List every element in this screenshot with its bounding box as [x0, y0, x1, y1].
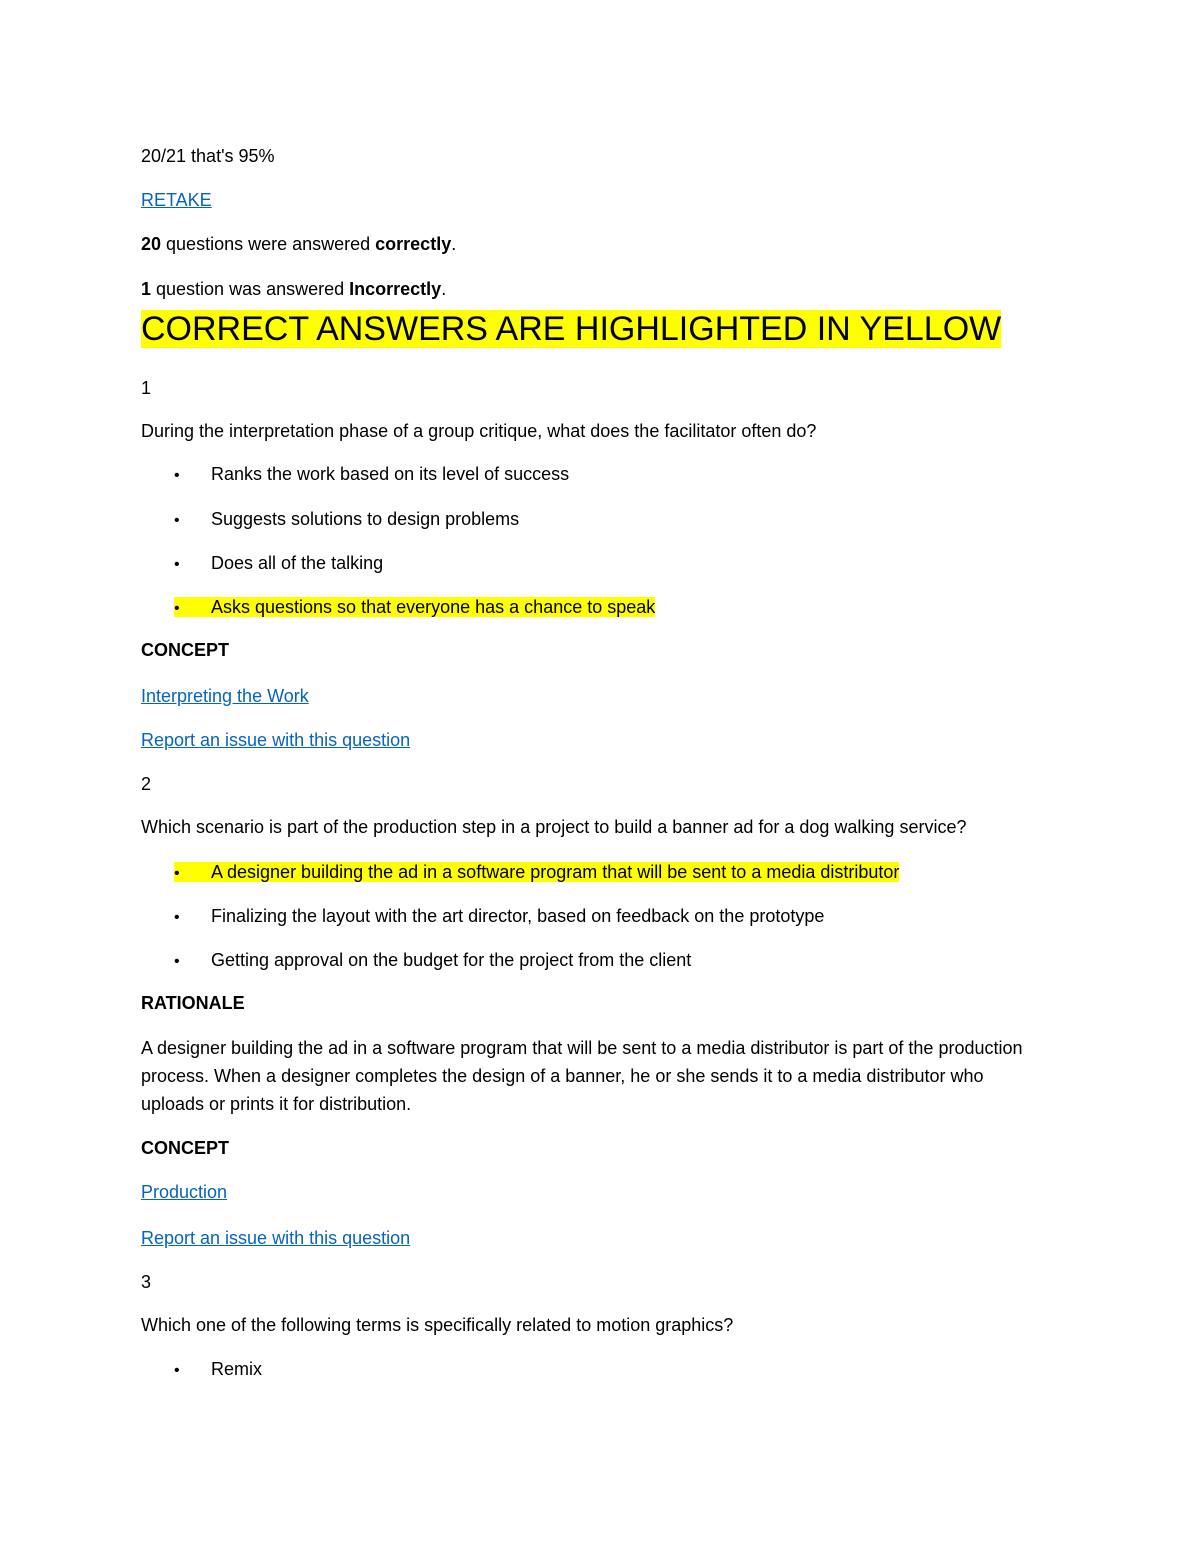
question-number: 3 — [141, 1272, 152, 1292]
correct-word: correctly — [375, 234, 452, 254]
report-issue-link[interactable]: Report an issue with this question — [141, 1228, 411, 1248]
question-number: 1 — [141, 378, 152, 398]
rationale-text: A designer building the ad in a software program that will be sent to a media distributor is part of the production process. When a designer completes the design of a banner, he or she sends it to a media distributor who uploads or prints it for distribution. — [141, 1038, 1023, 1114]
answer-option — [174, 461, 569, 489]
bullet-icon: • — [174, 556, 180, 573]
concept-link[interactable]: Interpreting the Work — [141, 686, 309, 706]
retake-link[interactable]: RETAKE — [141, 190, 212, 210]
answer-option — [174, 550, 383, 578]
answer-option — [174, 947, 691, 975]
incorrect-summary-text: question was answered — [151, 279, 350, 299]
answer-option-text: Remix — [211, 1359, 263, 1379]
question-number: 2 — [141, 774, 152, 794]
bullet-icon: • — [174, 512, 180, 529]
report-issue-link[interactable]: Report an issue with this question — [141, 730, 411, 750]
concept-label: CONCEPT — [141, 640, 230, 660]
rationale-label: RATIONALE — [141, 993, 245, 1013]
answer-option-text: Asks questions so that everyone has a chance to speak — [211, 597, 656, 617]
answer-option — [174, 1356, 262, 1384]
highlight-banner-text: CORRECT ANSWERS ARE HIGHLIGHTED IN YELLOW — [141, 310, 1002, 348]
incorrect-summary — [141, 276, 446, 302]
bullet-icon: • — [174, 909, 180, 926]
question-text: During the interpretation phase of a group critique, what does the facilitator often do? — [141, 421, 817, 441]
answer-option-text: Finalizing the layout with the art director, based on feedback on the prototype — [211, 906, 825, 926]
correct-summary — [141, 231, 456, 257]
concept-label: CONCEPT — [141, 1138, 230, 1158]
answer-option-text: Suggests solutions to design problems — [211, 509, 520, 529]
answer-option-correct — [174, 859, 899, 887]
incorrect-word: Incorrectly — [349, 279, 442, 299]
bullet-icon: • — [174, 467, 180, 484]
answer-option-text: Ranks the work based on its level of success — [211, 464, 570, 484]
bullet-icon: • — [174, 1362, 180, 1379]
bullet-icon: • — [174, 865, 180, 882]
answer-option — [174, 506, 519, 534]
incorrect-summary-end: . — [441, 279, 447, 299]
answer-option-correct — [174, 594, 655, 622]
answer-option-text: Does all of the talking — [211, 553, 384, 573]
incorrect-count: 1 — [141, 279, 152, 299]
concept-link[interactable]: Production — [141, 1182, 228, 1202]
highlight-banner — [141, 308, 1001, 350]
bullet-icon: • — [174, 600, 180, 617]
answer-option — [174, 903, 824, 931]
answer-option-text: Getting approval on the budget for the project from the client — [211, 950, 692, 970]
bullet-icon: • — [174, 953, 180, 970]
score-text: 20/21 that's 95% — [141, 146, 275, 166]
answer-option-text: A designer building the ad in a software program that will be sent to a media distributor — [211, 862, 900, 882]
question-text: Which scenario is part of the production step in a project to build a banner ad for a dog walking service? — [141, 817, 967, 837]
correct-count: 20 — [141, 234, 162, 254]
question-text: Which one of the following terms is specifically related to motion graphics? — [141, 1315, 734, 1335]
correct-summary-end: . — [451, 234, 457, 254]
correct-summary-text: questions were answered — [161, 234, 376, 254]
